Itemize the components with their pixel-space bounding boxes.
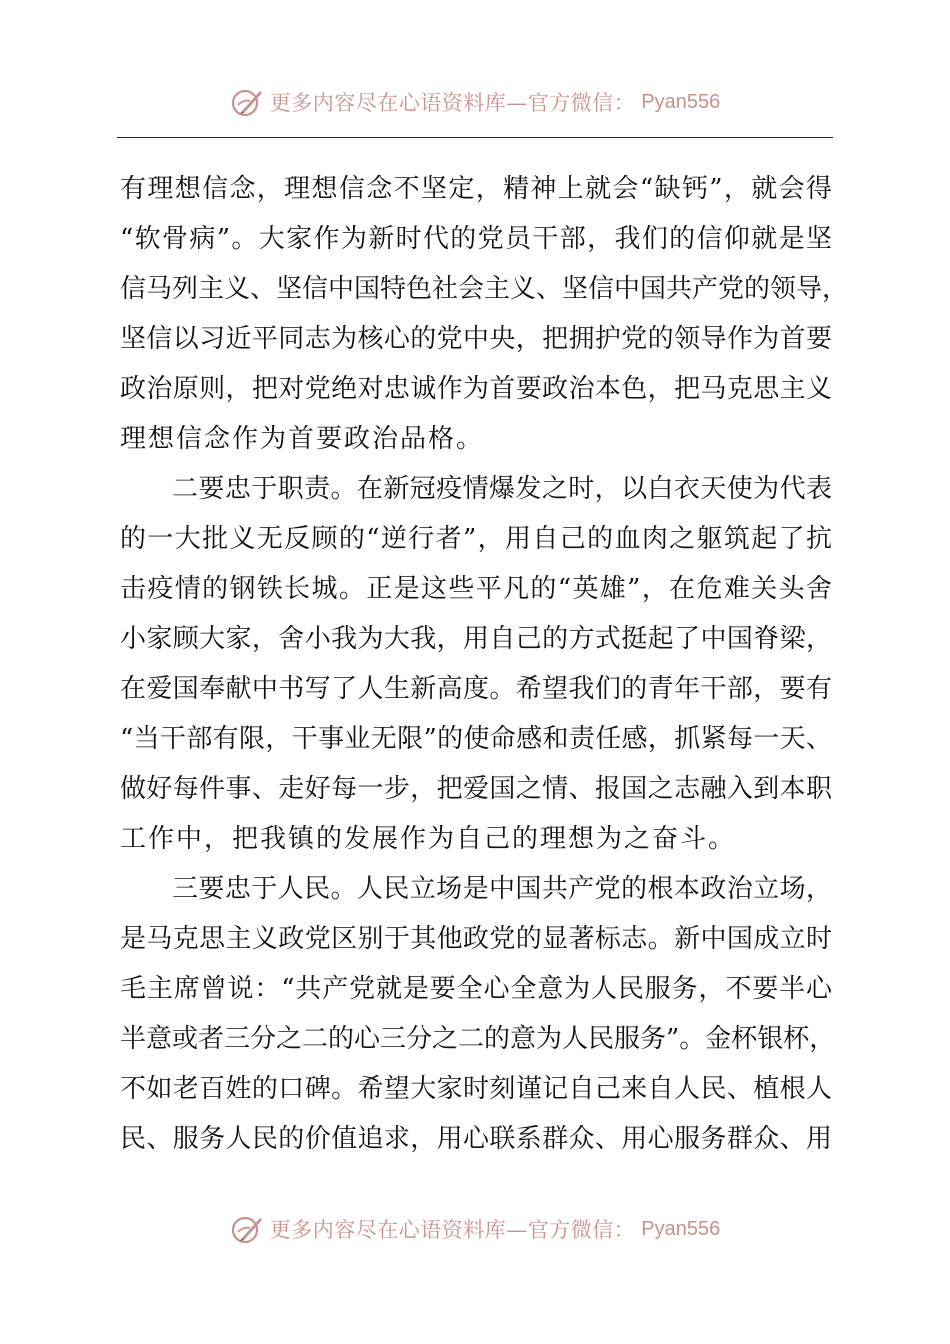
- body-line: 工作中，把我镇的发展作为自己的理想为之奋斗。: [120, 824, 737, 854]
- pen-circle-logo-icon: [230, 85, 264, 119]
- footer-wechat-id: Pyan556: [641, 1217, 721, 1240]
- pen-circle-logo-icon: [230, 1212, 264, 1246]
- body-line: 毛主席曾说：“共产党就是要全心全意为人民服务，不要半心: [120, 974, 832, 1004]
- body-line: 政治原则，把对党绝对忠诚作为首要政治本色，把马克思主义: [120, 374, 832, 404]
- header-divider: [117, 137, 833, 138]
- body-line: 二要忠于职责。在新冠疫情爆发之时，以白衣天使为代表: [172, 474, 832, 504]
- body-line: 击疫情的钢铁长城。正是这些平凡的“英雄”，在危难关头舍: [120, 574, 832, 604]
- body-line: 有理想信念，理想信念不坚定，精神上就会“缺钙”，就会得: [120, 174, 832, 204]
- header-banner: [0, 82, 950, 122]
- header-brand-text: 更多内容尽在心语资料库—官方微信：: [269, 91, 636, 115]
- body-line: 坚信以习近平同志为核心的党中央，把拥护党的领导作为首要: [120, 324, 832, 354]
- body-line: 信马列主义、坚信中国特色社会主义、坚信中国共产党的领导，: [120, 274, 849, 304]
- body-line: 小家顾大家，舍小我为大我，用自己的方式挺起了中国脊梁，: [120, 624, 832, 654]
- footer-brand-text: 更多内容尽在心语资料库—官方微信：: [269, 1218, 636, 1242]
- body-line: 半意或者三分之二的心三分之二的意为人民服务”。金杯银杯，: [120, 1024, 836, 1054]
- body-line: 是马克思主义政党区别于其他政党的显著标志。新中国成立时: [120, 924, 832, 954]
- document-body: [120, 164, 849, 1164]
- body-line: 在爱国奉献中书写了人生新高度。希望我们的青年干部，要有: [120, 674, 832, 704]
- footer-banner: [0, 1209, 950, 1249]
- body-line: 做好每件事、走好每一步，把爱国之情、报国之志融入到本职: [120, 774, 832, 804]
- body-line: 的一大批义无反顾的“逆行者”，用自己的血肉之躯筑起了抗: [120, 524, 832, 554]
- body-line: 三要忠于人民。人民立场是中国共产党的根本政治立场，: [172, 874, 832, 904]
- body-line: “软骨病”。大家作为新时代的党员干部，我们的信仰就是坚: [120, 224, 832, 254]
- header-wechat-id: Pyan556: [641, 90, 721, 113]
- body-line: 理想信念作为首要政治品格。: [120, 424, 485, 454]
- body-line: 不如老百姓的口碑。希望大家时刻谨记自己来自人民、植根人: [120, 1074, 832, 1104]
- body-line: “当干部有限，干事业无限”的使命感和责任感，抓紧每一天、: [120, 724, 832, 754]
- body-line: 民、服务人民的价值追求，用心联系群众、用心服务群众、用: [120, 1124, 832, 1154]
